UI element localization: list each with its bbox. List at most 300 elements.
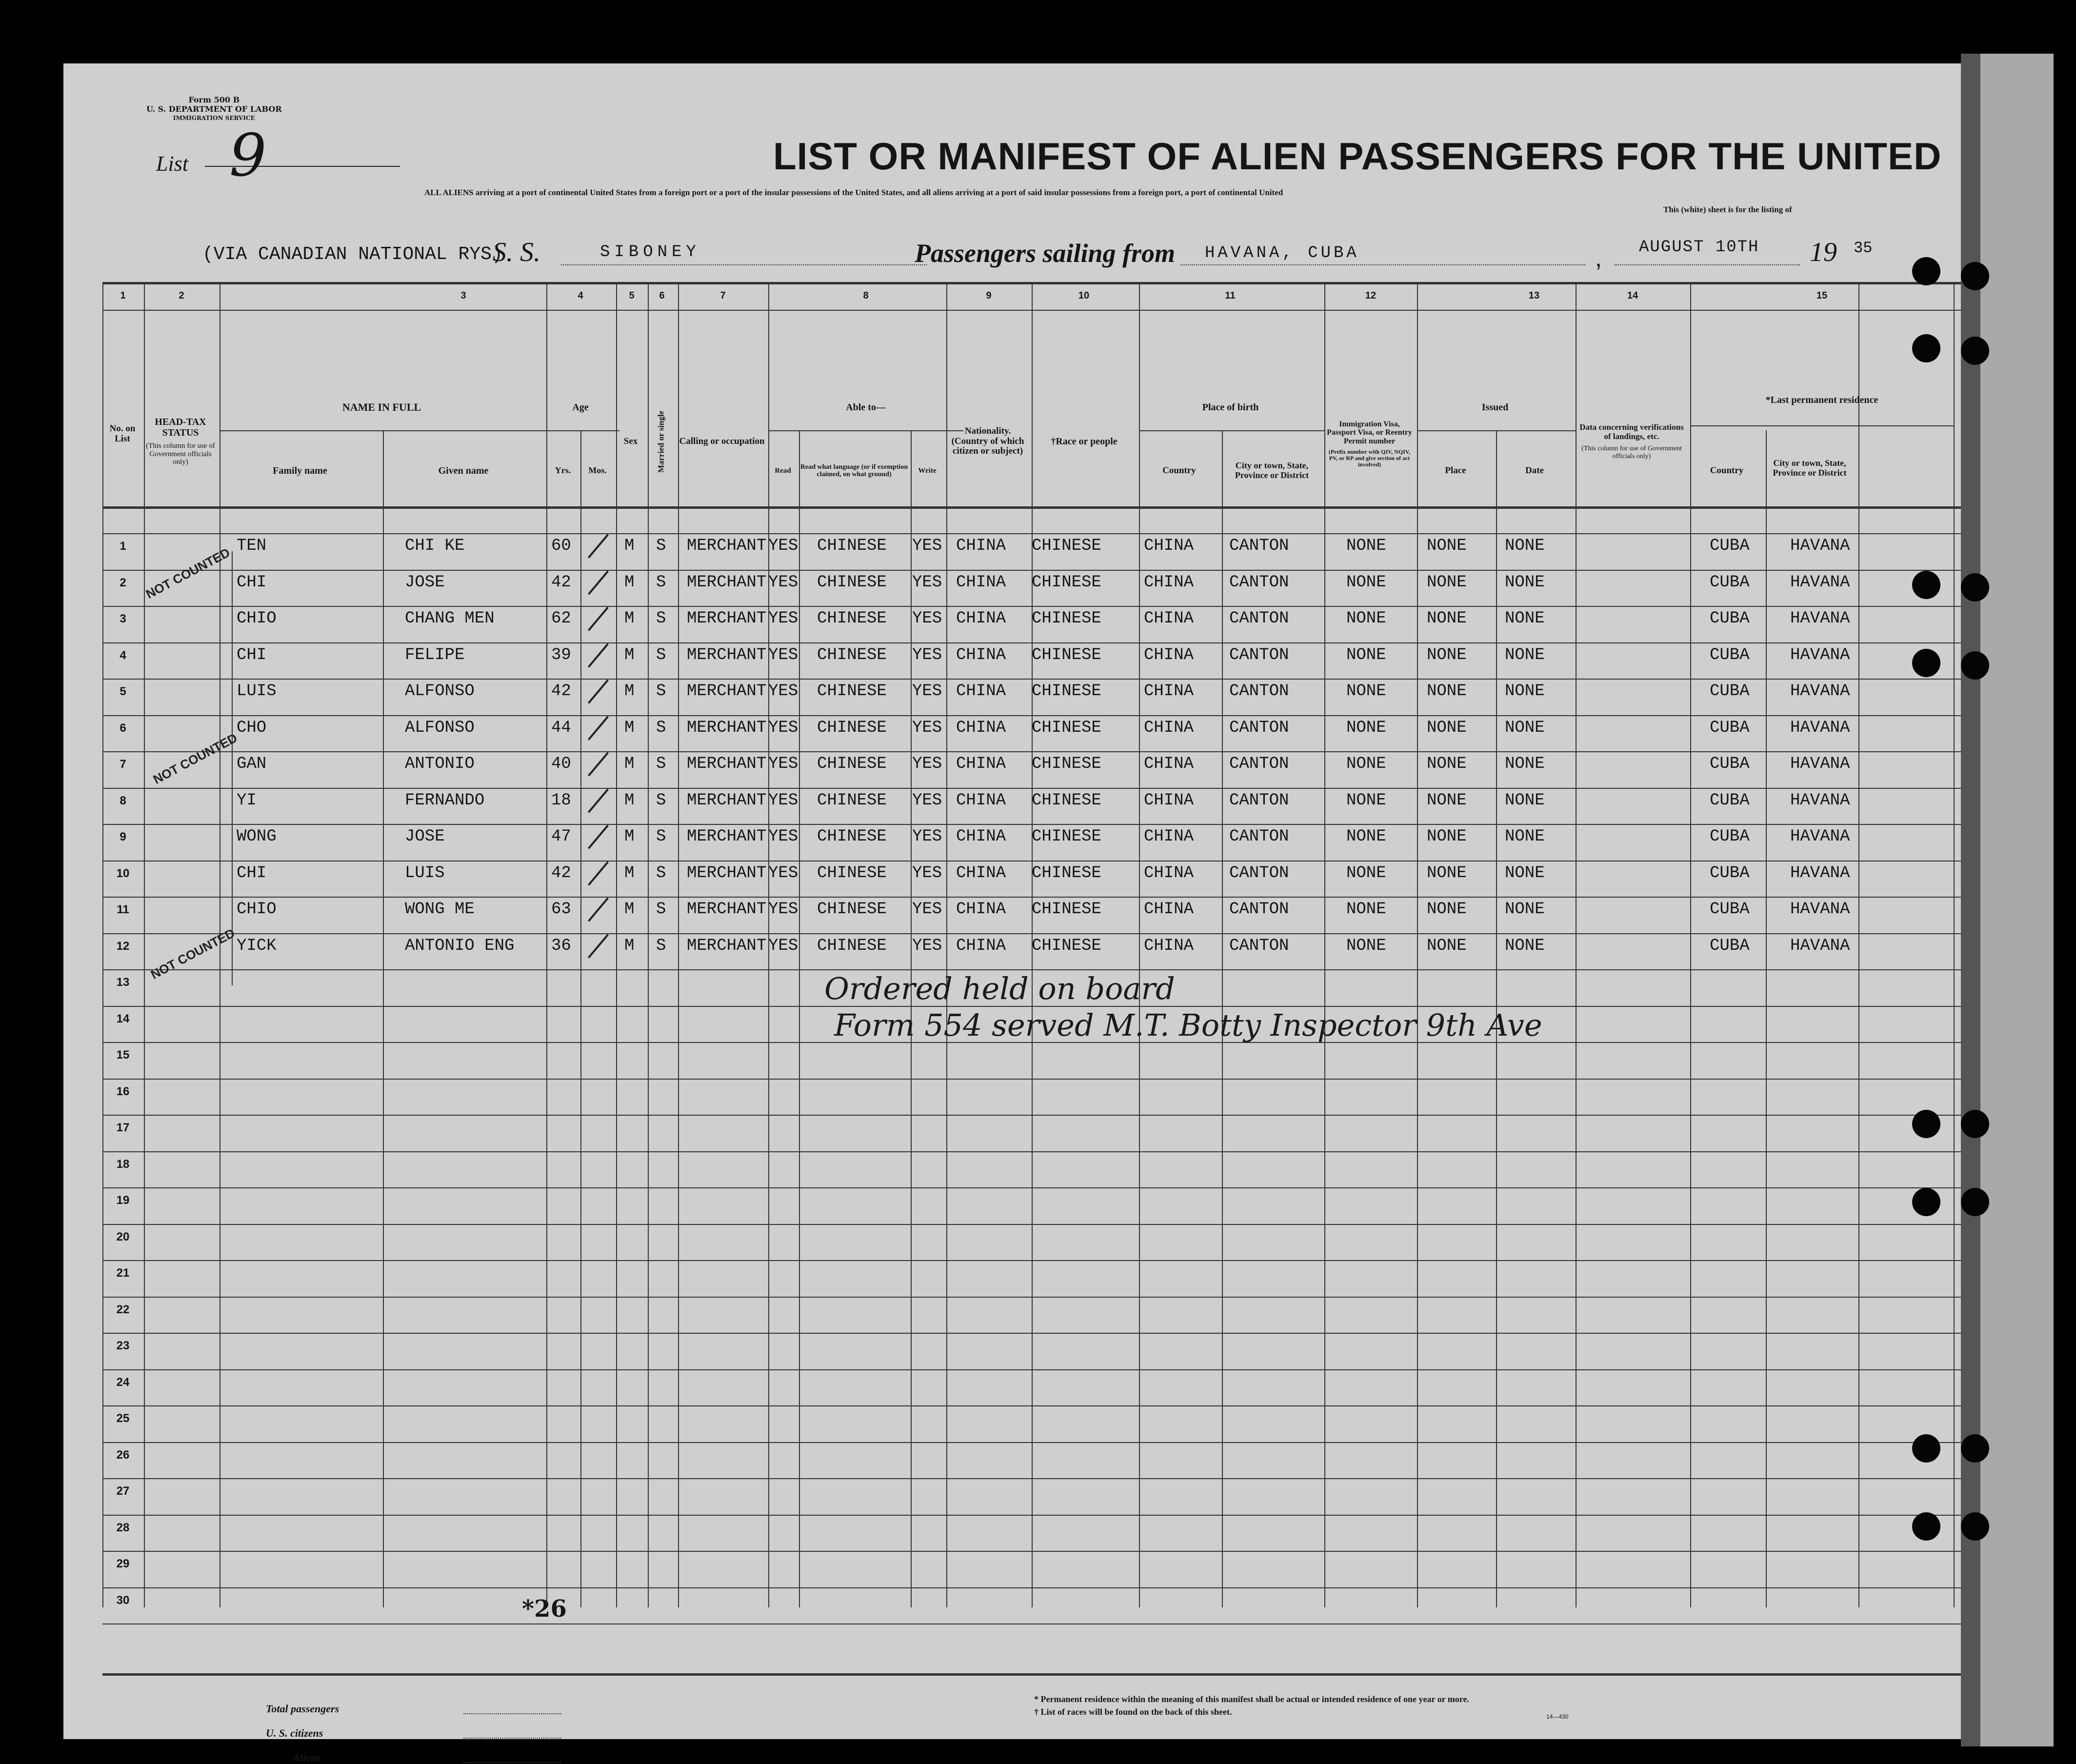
handwritten-line-2: Form 554 served M.T. Botty Inspector 9th Ave [834, 1007, 1542, 1043]
punch-hole [1912, 649, 1940, 677]
nationality-cell: CHINA [956, 900, 1006, 919]
column-number: 11 [1225, 290, 1236, 301]
read-cell: YES [768, 645, 798, 664]
family-name-cell: LUIS [237, 682, 277, 701]
given-name-cell: WONG ME [405, 900, 475, 919]
punch-hole [1912, 1512, 1940, 1541]
marital-status-cell: S [656, 682, 666, 701]
via-note: (VIA CANADIAN NATIONAL RYS) [202, 244, 503, 265]
column-number: 9 [986, 290, 992, 301]
visa-cell: NONE [1346, 827, 1386, 846]
write-cell: YES [912, 718, 942, 737]
header-visa-note: (Prefix number with QIV, NQIV, PV, or RP and give section of act involved) [1328, 448, 1411, 468]
footnote-residence: * Permanent residence within the meaning of this manifest shall be actual or intended residence of one year or more. [1034, 1694, 1469, 1704]
write-cell: YES [912, 645, 942, 664]
not-counted-stamp: NOT COUNTED [143, 545, 233, 602]
read-cell: YES [768, 573, 798, 592]
service-name: IMMIGRATION SERVICE [173, 115, 255, 121]
marital-status-cell: S [656, 755, 666, 773]
date-line [1615, 264, 1800, 265]
visa-cell: NONE [1346, 573, 1386, 592]
total-passengers-line [463, 1713, 561, 1714]
header-nationality: Nationality. (Country of which citizen or subject) [951, 425, 1024, 457]
issued-place-cell: NONE [1427, 827, 1467, 846]
row-number: 28 [116, 1521, 130, 1534]
nationality-cell: CHINA [956, 863, 1006, 882]
birth-city-cell: CANTON [1229, 791, 1289, 810]
row-number: 19 [116, 1194, 130, 1207]
row-rule [102, 861, 1961, 862]
subtitle: ALL ALIENS arriving at a port of continental United States from a foreign port or a port of the insular possessions of the United States, and all aliens arriving at a port of said insular possessions from a foreign port, a port of continental United [424, 188, 1283, 197]
handwritten-count: *26 [522, 1595, 567, 1623]
header-issued-place: Place [1445, 465, 1466, 476]
column-number: 8 [863, 290, 869, 301]
column-number: 5 [629, 290, 635, 301]
binding-edge [1961, 54, 1980, 1746]
family-name-cell: CHIO [237, 900, 277, 919]
column-number: 2 [179, 290, 184, 301]
visa-cell: NONE [1346, 645, 1386, 664]
row-rule [102, 1551, 1961, 1552]
form-number: Form 500 B [188, 95, 240, 104]
column-number: 1 [120, 290, 126, 301]
column-number: 13 [1528, 290, 1540, 301]
column-number: 7 [720, 290, 726, 301]
port-line [1180, 264, 1585, 265]
header-write: Write [918, 466, 937, 475]
sex-cell: M [624, 573, 635, 592]
age-cell: 62 [551, 609, 571, 628]
not-counted-stamp: NOT COUNTED [148, 925, 238, 982]
nationality-cell: CHINA [956, 718, 1006, 737]
row-number: 11 [117, 903, 129, 916]
age-cell: 60 [551, 537, 571, 555]
punch-hole [1961, 573, 1989, 601]
header-head-tax-title: HEAD-TAX STATUS [155, 417, 206, 439]
issued-place-cell: NONE [1427, 573, 1467, 592]
sex-cell: M [624, 645, 635, 664]
print-code: 14—430 [1546, 1713, 1569, 1720]
aliens-label: Aliens [293, 1751, 321, 1764]
visa-cell: NONE [1346, 900, 1386, 919]
birth-country-cell: CHINA [1144, 609, 1194, 628]
column-number: 12 [1365, 290, 1377, 301]
sailing-date: AUGUST 10TH [1639, 238, 1759, 257]
age-cell: 40 [551, 755, 571, 773]
issued-place-cell: NONE [1427, 936, 1467, 955]
us-citizens-label: U. S. citizens [266, 1727, 323, 1739]
page-title: LIST OR MANIFEST OF ALIEN PASSENGERS FOR THE UNITED [773, 135, 1942, 178]
marital-status-cell: S [656, 827, 666, 846]
issued-place-cell: NONE [1427, 718, 1467, 737]
age-cell: 42 [551, 682, 571, 701]
read-cell: YES [768, 936, 798, 955]
given-name-cell: ANTONIO [405, 755, 475, 773]
read-cell: YES [768, 863, 798, 882]
row-number: 25 [116, 1412, 130, 1425]
handwritten-annotation [824, 971, 1542, 1043]
header-data-title: Data concerning verifications of landings, etc. [1579, 422, 1684, 441]
race-cell: CHINESE [1032, 682, 1101, 701]
header-data-note: (This column for use of Government officials only) [1581, 445, 1682, 460]
marital-status-cell: S [656, 936, 666, 955]
nationality-cell: CHINA [956, 791, 1006, 810]
check-mark [588, 534, 609, 559]
given-name-cell: LUIS [405, 863, 445, 882]
header-place-of-birth: Place of birth [1202, 402, 1259, 413]
row-rule [102, 1478, 1961, 1479]
read-cell: YES [768, 827, 798, 846]
row-number: 26 [116, 1448, 130, 1462]
header-birth-city: City or town, State, Province or District [1235, 461, 1309, 480]
row-rule [102, 1187, 1961, 1188]
birth-city-cell: CANTON [1229, 718, 1289, 737]
given-name-cell: FELIPE [405, 645, 465, 664]
aliens-line [463, 1762, 561, 1763]
punch-hole [1912, 257, 1940, 285]
read-cell: YES [768, 718, 798, 737]
language-cell: CHINESE [817, 682, 887, 701]
read-cell: YES [768, 791, 798, 810]
header-race: †Race or people [1051, 436, 1118, 447]
sex-cell: M [624, 791, 635, 810]
family-name-cell: YI [237, 791, 257, 810]
race-cell: CHINESE [1032, 936, 1101, 955]
issued-place-cell: NONE [1427, 682, 1467, 701]
column-rule [1954, 282, 1955, 1607]
row-number: 6 [120, 721, 126, 735]
sex-cell: M [624, 863, 635, 882]
manifest-sheet [63, 63, 1961, 1764]
sex-cell: M [624, 609, 635, 628]
marital-status-cell: S [656, 900, 666, 919]
header-sex: Sex [623, 436, 638, 446]
header-married: Married or single [656, 410, 666, 473]
nationality-cell: CHINA [956, 609, 1006, 628]
row-rule [102, 606, 1961, 607]
residence-country-cell: CUBA [1710, 936, 1750, 955]
birth-city-cell: CANTON [1229, 537, 1289, 555]
language-cell: CHINESE [817, 755, 887, 773]
row-number: 24 [116, 1375, 130, 1389]
race-cell: CHINESE [1032, 827, 1101, 846]
language-cell: CHINESE [817, 573, 887, 592]
family-name-cell: CHO [237, 718, 267, 737]
marital-status-cell: S [656, 573, 666, 592]
row-number: 3 [120, 612, 126, 625]
birth-country-cell: CHINA [1144, 900, 1194, 919]
birth-city-cell: CANTON [1229, 863, 1289, 882]
row-rule [102, 1224, 1961, 1225]
check-mark [588, 752, 609, 777]
punch-hole [1961, 651, 1989, 680]
race-cell: CHINESE [1032, 645, 1101, 664]
year-prefix: 19 [1810, 237, 1837, 267]
marital-status-cell: S [656, 537, 666, 555]
row-rule [102, 1369, 1961, 1370]
row-number: 14 [116, 1012, 130, 1025]
subtitle-2: This (white) sheet is for the listing of [1663, 205, 1792, 214]
punch-hole [1961, 1512, 1989, 1541]
occupation-cell: MERCHANT [687, 827, 767, 846]
residence-country-cell: CUBA [1710, 609, 1750, 628]
age-cell: 18 [551, 791, 571, 810]
given-name-cell: CHI KE [405, 537, 465, 555]
issued-date-cell: NONE [1505, 573, 1545, 592]
language-cell: CHINESE [817, 645, 887, 664]
language-cell: CHINESE [817, 537, 887, 555]
column-number: 4 [578, 290, 583, 301]
write-cell: YES [912, 791, 942, 810]
read-cell: YES [768, 609, 798, 628]
given-name-cell: JOSE [405, 573, 445, 592]
department-name: U. S. DEPARTMENT OF LABOR [146, 104, 282, 114]
age-cell: 42 [551, 573, 571, 592]
ship-line [561, 264, 927, 266]
row-rule [102, 1405, 1961, 1406]
punch-hole [1912, 571, 1940, 599]
residence-country-cell: CUBA [1710, 755, 1750, 773]
row-number: 17 [116, 1121, 130, 1134]
row-number: 20 [116, 1230, 130, 1243]
punch-hole [1912, 1188, 1940, 1216]
year-suffix: 35 [1854, 239, 1873, 257]
occupation-cell: MERCHANT [687, 573, 767, 592]
nationality-cell: CHINA [956, 827, 1006, 846]
header-mos: Mos. [588, 465, 607, 476]
write-cell: YES [912, 537, 942, 555]
check-mark [588, 607, 609, 631]
write-cell: YES [912, 936, 942, 955]
header-visa-title: Immigration Visa, Passport Visa, or Reentry Permit number [1327, 420, 1412, 446]
family-name-cell: GAN [237, 755, 267, 773]
row-rule [102, 1442, 1961, 1443]
sex-cell: M [624, 537, 635, 555]
birth-city-cell: CANTON [1229, 573, 1289, 592]
header-res-city: City or town, State, Province or District [1773, 458, 1847, 478]
header-given-name: Given name [438, 465, 489, 476]
column-number: 15 [1816, 290, 1828, 301]
total-passengers-label: Total passengers [266, 1703, 339, 1715]
row-number: 1 [120, 540, 126, 553]
header-name-in-full: NAME IN FULL [342, 401, 421, 413]
given-name-cell: JOSE [405, 827, 445, 846]
punch-hole [1912, 334, 1940, 362]
column-number: 6 [659, 290, 665, 301]
write-cell: YES [912, 755, 942, 773]
race-cell: CHINESE [1032, 863, 1101, 882]
race-cell: CHINESE [1032, 755, 1101, 773]
residence-country-cell: CUBA [1710, 573, 1750, 592]
row-number: 21 [116, 1266, 130, 1280]
occupation-cell: MERCHANT [687, 537, 767, 555]
issued-date-cell: NONE [1505, 827, 1545, 846]
issued-date-cell: NONE [1505, 645, 1545, 664]
row-rule [102, 751, 1961, 752]
race-cell: CHINESE [1032, 573, 1101, 592]
race-cell: CHINESE [1032, 537, 1101, 555]
issued-date-cell: NONE [1505, 755, 1545, 773]
issued-date-cell: NONE [1505, 682, 1545, 701]
birth-country-cell: CHINA [1144, 682, 1194, 701]
issued-date-cell: NONE [1505, 609, 1545, 628]
family-name-cell: CHI [237, 863, 267, 882]
header-issued-date: Date [1525, 465, 1544, 476]
row-rule [102, 788, 1961, 789]
birth-country-cell: CHINA [1144, 573, 1194, 592]
row-number: 13 [116, 976, 130, 989]
given-name-cell: ALFONSO [405, 718, 475, 737]
family-name-cell: YICK [237, 936, 277, 955]
sex-cell: M [624, 936, 635, 955]
row-rule [102, 715, 1961, 716]
header-calling: Calling or occupation [679, 436, 765, 446]
binding-strip [1961, 54, 2054, 1746]
punch-hole [1961, 1110, 1989, 1138]
marital-status-cell: S [656, 791, 666, 810]
check-mark [588, 643, 609, 667]
header-visa [1324, 385, 1415, 502]
nationality-cell: CHINA [956, 755, 1006, 773]
list-label: List [156, 152, 189, 176]
issued-date-cell: NONE [1505, 900, 1545, 919]
header-data-concerning [1576, 385, 1688, 498]
occupation-cell: MERCHANT [687, 936, 767, 955]
header-read-language: Read what language (or if exemption claimed, on what ground) [800, 463, 908, 478]
residence-country-cell: CUBA [1710, 682, 1750, 701]
subheader-rule [1690, 425, 1954, 426]
write-cell: YES [912, 900, 942, 919]
sex-cell: M [624, 682, 635, 701]
residence-country-cell: CUBA [1710, 827, 1750, 846]
read-cell: YES [768, 900, 798, 919]
write-cell: YES [912, 682, 942, 701]
header-no-on-list: No. on List [109, 423, 136, 444]
row-rule [102, 570, 1961, 571]
subheader-rule [1139, 430, 1324, 431]
age-cell: 44 [551, 718, 571, 737]
bracket-line [232, 551, 233, 985]
occupation-cell: MERCHANT [687, 900, 767, 919]
sex-cell: M [624, 718, 635, 737]
age-cell: 36 [551, 936, 571, 955]
row-rule [102, 642, 1961, 643]
visa-cell: NONE [1346, 936, 1386, 955]
language-cell: CHINESE [817, 609, 887, 628]
issued-place-cell: NONE [1427, 900, 1467, 919]
residence-city-cell: HAVANA [1790, 573, 1850, 592]
header-age: Age [572, 402, 589, 413]
row-rule [102, 1115, 1961, 1116]
write-cell: YES [912, 573, 942, 592]
write-cell: YES [912, 609, 942, 628]
subheader-rule [768, 430, 963, 431]
birth-country-cell: CHINA [1144, 863, 1194, 882]
issued-date-cell: NONE [1505, 537, 1545, 555]
occupation-cell: MERCHANT [687, 645, 767, 664]
header-res-country: Country [1710, 465, 1744, 476]
visa-cell: NONE [1346, 718, 1386, 737]
issued-date-cell: NONE [1505, 863, 1545, 882]
column-number: 3 [460, 290, 466, 301]
subheader-rule [220, 430, 619, 431]
row-rule [102, 533, 1961, 534]
language-cell: CHINESE [817, 791, 887, 810]
residence-country-cell: CUBA [1710, 791, 1750, 810]
nationality-cell: CHINA [956, 537, 1006, 555]
row-number: 30 [116, 1593, 130, 1607]
column-rule [1858, 282, 1859, 1607]
row-number: 15 [116, 1048, 130, 1062]
row-rule [102, 1079, 1961, 1080]
birth-city-cell: CANTON [1229, 609, 1289, 628]
check-mark [588, 861, 609, 885]
check-mark [588, 788, 609, 813]
race-cell: CHINESE [1032, 791, 1101, 810]
family-name-cell: WONG [237, 827, 277, 846]
residence-city-cell: HAVANA [1790, 537, 1850, 555]
nationality-cell: CHINA [956, 573, 1006, 592]
residence-country-cell: CUBA [1710, 900, 1750, 919]
us-citizens-line [463, 1738, 561, 1739]
residence-city-cell: HAVANA [1790, 718, 1850, 737]
punch-hole [1912, 1110, 1940, 1138]
family-name-cell: CHIO [237, 609, 277, 628]
row-number: 5 [120, 685, 126, 698]
birth-city-cell: CANTON [1229, 682, 1289, 701]
age-cell: 39 [551, 645, 571, 664]
row-number: 12 [116, 939, 130, 953]
row-rule [102, 679, 1961, 680]
sex-cell: M [624, 900, 635, 919]
language-cell: CHINESE [817, 936, 887, 955]
occupation-cell: MERCHANT [687, 718, 767, 737]
issued-place-cell: NONE [1427, 863, 1467, 882]
family-name-cell: CHI [237, 573, 267, 592]
row-number: 9 [120, 830, 126, 843]
visa-cell: NONE [1346, 755, 1386, 773]
header-yrs: Yrs. [555, 465, 571, 476]
header-head-tax [144, 385, 217, 498]
table-bottom-rule [102, 1673, 1961, 1676]
header-read: Read [775, 466, 791, 475]
header-birth-country: Country [1162, 465, 1196, 476]
residence-city-cell: HAVANA [1790, 863, 1850, 882]
sex-cell: M [624, 755, 635, 773]
language-cell: CHINESE [817, 900, 887, 919]
row-rule [102, 824, 1961, 825]
nationality-cell: CHINA [956, 682, 1006, 701]
read-cell: YES [768, 537, 798, 555]
ship-name: SIBONEY [600, 243, 700, 261]
residence-city-cell: HAVANA [1790, 609, 1850, 628]
row-rule [102, 1333, 1961, 1334]
comma: , [1595, 244, 1602, 272]
visa-cell: NONE [1346, 537, 1386, 555]
punch-hole [1961, 262, 1989, 290]
header-able-to: Able to— [846, 402, 886, 413]
row-rule [102, 969, 1961, 970]
row-number: 16 [116, 1084, 130, 1098]
issued-date-cell: NONE [1505, 791, 1545, 810]
punch-hole [1961, 1434, 1989, 1463]
age-cell: 47 [551, 827, 571, 846]
residence-city-cell: HAVANA [1790, 791, 1850, 810]
birth-country-cell: CHINA [1144, 791, 1194, 810]
row-number: 27 [116, 1484, 130, 1498]
birth-country-cell: CHINA [1144, 827, 1194, 846]
occupation-cell: MERCHANT [687, 755, 767, 773]
